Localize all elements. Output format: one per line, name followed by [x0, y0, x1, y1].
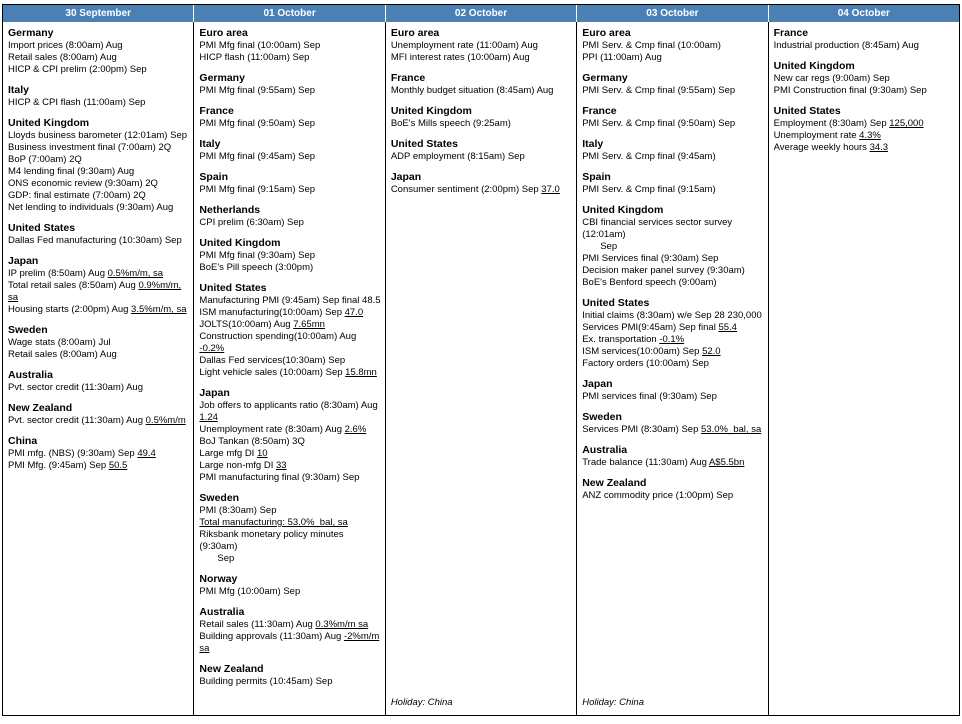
- event-value: 10: [256, 448, 268, 459]
- event-item: Consumer sentiment (2:00pm) Sep 37.0: [390, 184, 560, 195]
- day-column-0: [3, 22, 194, 715]
- event-value: 1.24: [199, 412, 218, 423]
- event-item: Manufacturing PMI (9:45am) Sep final 48.5: [199, 295, 381, 306]
- event-item: Decision maker panel survey (9:30am): [582, 265, 745, 276]
- country-heading: Italy: [199, 138, 221, 150]
- event-value: 0.3%m/m sa: [315, 619, 369, 630]
- holiday-note: Holiday: China: [582, 697, 645, 708]
- day-entries: [391, 27, 572, 697]
- event-value: 0.9%m/m, sa: [8, 280, 182, 303]
- event-item: PMI Serv. & Cmp final (9:50am) Sep: [582, 118, 736, 129]
- country-heading: China: [8, 435, 38, 447]
- event-value: 0.5%m/m: [145, 415, 186, 426]
- event-item: PMI Mfg final (10:00am) Sep: [199, 40, 321, 51]
- event-item: Import prices (8:00am) Aug: [8, 40, 123, 51]
- event-item: Building approvals (11:30am) Aug -2%m/m sa: [199, 631, 380, 654]
- event-item: PMI Serv. & Cmp final (10:00am): [582, 40, 721, 51]
- event-item: Total retail sales (8:50am) Aug 0.9%m/m, sa: [8, 280, 182, 303]
- event-item: PMI Serv. & Cmp final (9:55am) Sep: [582, 85, 736, 96]
- event-item: Net lending to individuals (9:30am) Aug: [8, 202, 174, 213]
- holiday-note: Holiday: China: [390, 697, 453, 708]
- event-value: 3.5%m/m, sa: [131, 304, 187, 315]
- country-heading: France: [390, 72, 426, 84]
- event-item: Services PMI (8:30am) Sep 53.0%_bal, sa: [582, 424, 762, 435]
- economic-calendar: [2, 4, 960, 716]
- country-heading: Euro area: [390, 27, 440, 39]
- event-value: -2%m/m sa: [199, 631, 380, 654]
- event-value: 15.8mn: [345, 367, 377, 378]
- event-item: Wage stats (8:00am) Jul: [8, 337, 111, 348]
- event-item: PMI Mfg final (9:45am) Sep: [199, 151, 316, 162]
- event-item: Monthly budget situation (8:45am) Aug: [390, 85, 554, 96]
- event-item: ISM manufacturing(10:00am) Sep 47.0: [199, 307, 364, 318]
- event-item: Factory orders (10:00am) Sep: [582, 358, 709, 369]
- event-item: ONS economic review (9:30am) 2Q: [8, 178, 158, 189]
- event-item: BoP (7:00am) 2Q: [8, 154, 82, 165]
- country-heading: Norway: [199, 573, 238, 585]
- event-value: 7.65mn: [293, 319, 325, 330]
- event-item: Light vehicle sales (10:00am) Sep 15.8mn: [199, 367, 377, 378]
- event-item: ISM services(10:00am) Sep 52.0: [582, 346, 721, 357]
- event-item: Retail sales (8:00am) Aug: [8, 52, 117, 63]
- country-heading: Euro area: [582, 27, 631, 39]
- country-heading: United States: [199, 282, 267, 294]
- country-heading: Sweden: [582, 411, 622, 423]
- country-heading: Germany: [199, 72, 245, 84]
- event-value: 2.6%: [344, 424, 367, 435]
- event-item: Unemployment rate 4.3%: [773, 130, 881, 141]
- event-value: 125,000: [889, 118, 924, 129]
- country-heading: United States: [390, 138, 458, 150]
- event-value: 4.3%: [859, 130, 881, 141]
- country-heading: United States: [8, 222, 76, 234]
- event-item: Dallas Fed services(10:30am) Sep: [199, 355, 346, 366]
- event-item: CBI financial services sector survey (12:01am): [582, 217, 733, 240]
- country-heading: Japan: [582, 378, 613, 390]
- event-item: [199, 517, 380, 529]
- event-item: Trade balance (11:30am) Aug A$5.5bn: [582, 457, 745, 468]
- country-heading: Japan: [390, 171, 422, 183]
- event-value: -0.2%: [199, 343, 225, 354]
- event-item: Lloyds business barometer (12:01am) Sep: [8, 130, 188, 141]
- country-heading: Sweden: [199, 492, 240, 504]
- calendar-header-row: [3, 5, 959, 22]
- country-heading: Australia: [199, 606, 245, 618]
- header-day-2: 02 October: [386, 5, 577, 22]
- country-heading: France: [582, 105, 617, 117]
- event-item: PMI mfg. (NBS) (9:30am) Sep 49.4: [8, 448, 156, 459]
- day-entries: [582, 27, 763, 697]
- event-item: Sep: [217, 553, 235, 564]
- event-item: ADP employment (8:15am) Sep: [390, 151, 525, 162]
- event-item: Employment (8:30am) Sep 125,000: [773, 118, 924, 129]
- event-value: -0.1%: [659, 334, 685, 345]
- event-item: Services PMI(9:45am) Sep final 55.4: [582, 322, 737, 333]
- day-entries: [199, 27, 380, 709]
- event-item: PMI Mfg. (9:45am) Sep 50.5: [8, 460, 128, 471]
- day-entries: [8, 27, 189, 709]
- country-heading: New Zealand: [582, 477, 647, 489]
- event-item: HICP & CPI prelim (2:00pm) Sep: [8, 64, 147, 75]
- event-item: Pvt. sector credit (11:30am) Aug 0.5%m/m: [8, 415, 186, 426]
- event-item: PMI Serv. & Cmp final (9:15am): [582, 184, 716, 195]
- event-item: Sep: [600, 241, 618, 252]
- event-item: PMI Mfg (10:00am) Sep: [199, 586, 301, 597]
- header-day-4: 04 October: [769, 5, 959, 22]
- event-item: PMI Mfg final (9:15am) Sep: [199, 184, 316, 195]
- country-heading: Germany: [582, 72, 628, 84]
- holiday-note: [199, 709, 380, 711]
- event-item: Large mfg DI 10: [199, 448, 268, 459]
- country-heading: Japan: [199, 387, 230, 399]
- event-item: Unemployment rate (8:30am) Aug 2.6%: [199, 424, 367, 435]
- event-item: HICP flash (11:00am) Sep: [199, 52, 310, 63]
- country-heading: United Kingdom: [773, 60, 855, 72]
- header-day-0: 30 September: [3, 5, 194, 22]
- country-heading: United Kingdom: [390, 105, 472, 117]
- country-heading: Netherlands: [199, 204, 261, 216]
- event-item: PMI Services final (9:30am) Sep: [582, 253, 719, 264]
- calendar-body-row: [3, 22, 959, 715]
- event-item: Construction spending(10:00am) Aug -0.2%: [199, 331, 357, 354]
- event-value: 34.3: [869, 142, 889, 153]
- day-entries: [774, 27, 955, 709]
- event-item: BoJ Tankan (8:50am) 3Q: [199, 436, 305, 447]
- event-item: Retail sales (11:30am) Aug 0.3%m/m sa: [199, 619, 369, 630]
- event-value: 0.5%m/m, sa: [107, 268, 164, 279]
- event-item: Riksbank monetary policy minutes (9:30am): [199, 529, 344, 552]
- event-item: Building permits (10:45am) Sep: [199, 676, 333, 687]
- day-column-1: [194, 22, 385, 715]
- day-column-3: [577, 22, 768, 715]
- country-heading: France: [199, 105, 234, 117]
- event-value: A$5.5bn: [708, 457, 745, 468]
- event-item: Ex. transportation -0.1%: [582, 334, 685, 345]
- event-value: Total manufacturing: 53.0%_bal, sa: [199, 517, 348, 528]
- country-heading: Australia: [8, 369, 53, 381]
- country-heading: Italy: [582, 138, 604, 150]
- day-column-2: [386, 22, 577, 715]
- event-value: 47.0: [344, 307, 364, 318]
- event-value: 33: [275, 460, 287, 471]
- event-item: BoE's Benford speech (9:00am): [582, 277, 717, 288]
- country-heading: New Zealand: [199, 663, 264, 675]
- event-item: HICP & CPI flash (11:00am) Sep: [8, 97, 146, 108]
- country-heading: Japan: [8, 255, 39, 267]
- event-item: MFI interest rates (10:00am) Aug: [390, 52, 530, 63]
- event-item: Unemployment rate (11:00am) Aug: [390, 40, 538, 51]
- event-item: M4 lending final (9:30am) Aug: [8, 166, 135, 177]
- event-value: 49.4: [137, 448, 156, 459]
- event-value: 53.0%_bal, sa: [701, 424, 762, 435]
- event-item: JOLTS(10:00am) Aug 7.65mn: [199, 319, 325, 330]
- event-item: PMI Serv. & Cmp final (9:45am): [582, 151, 716, 162]
- event-item: IP prelim (8:50am) Aug 0.5%m/m, sa: [8, 268, 164, 279]
- event-item: Job offers to applicants ratio (8:30am) Aug 1.24: [199, 400, 378, 423]
- event-item: Pvt. sector credit (11:30am) Aug: [8, 382, 143, 393]
- event-item: Business investment final (7:00am) 2Q: [8, 142, 172, 153]
- day-column-4: [769, 22, 959, 715]
- event-item: PMI Mfg final (9:50am) Sep: [199, 118, 316, 129]
- country-heading: United States: [582, 297, 650, 309]
- event-item: PMI (8:30am) Sep: [199, 505, 277, 516]
- event-value: 37.0: [541, 184, 560, 195]
- event-item: PPI (11:00am) Aug: [582, 52, 662, 63]
- event-item: ANZ commodity price (1:00pm) Sep: [582, 490, 734, 501]
- event-item: Initial claims (8:30am) w/e Sep 28 230,000: [582, 310, 762, 321]
- country-heading: Euro area: [199, 27, 248, 39]
- event-item: PMI services final (9:30am) Sep: [582, 391, 717, 402]
- event-item: GDP: final estimate (7:00am) 2Q: [8, 190, 146, 201]
- event-item: Dallas Fed manufacturing (10:30am) Sep: [8, 235, 182, 246]
- event-item: Large non-mfg DI 33: [199, 460, 287, 471]
- event-item: Industrial production (8:45am) Aug: [773, 40, 919, 51]
- country-heading: Sweden: [8, 324, 48, 336]
- event-item: PMI Construction final (9:30am) Sep: [773, 85, 927, 96]
- country-heading: United Kingdom: [199, 237, 281, 249]
- country-heading: United Kingdom: [582, 204, 664, 216]
- header-day-1: 01 October: [194, 5, 385, 22]
- event-item: PMI Mfg final (9:30am) Sep: [199, 250, 316, 261]
- event-value: 55.4: [718, 322, 737, 333]
- country-heading: United Kingdom: [8, 117, 90, 129]
- event-value: 52.0: [702, 346, 721, 357]
- country-heading: New Zealand: [8, 402, 73, 414]
- event-value: 50.5: [108, 460, 128, 471]
- country-heading: Australia: [582, 444, 628, 456]
- event-item: PMI Mfg final (9:55am) Sep: [199, 85, 316, 96]
- event-item: BoE's Pill speech (3:00pm): [199, 262, 314, 273]
- header-day-3: 03 October: [577, 5, 768, 22]
- event-item: New car regs (9:00am) Sep: [773, 73, 890, 84]
- event-item: Average weekly hours 34.3: [773, 142, 889, 153]
- event-item: Housing starts (2:00pm) Aug 3.5%m/m, sa: [8, 304, 187, 315]
- country-heading: France: [773, 27, 809, 39]
- country-heading: United States: [773, 105, 841, 117]
- event-item: BoE's Mills speech (9:25am): [390, 118, 511, 129]
- holiday-note: [8, 709, 189, 711]
- country-heading: Spain: [199, 171, 228, 183]
- country-heading: Germany: [8, 27, 54, 39]
- holiday-note: [774, 709, 955, 711]
- event-item: CPI prelim (6:30am) Sep: [199, 217, 304, 228]
- event-item: Retail sales (8:00am) Aug: [8, 349, 117, 360]
- country-heading: Spain: [582, 171, 611, 183]
- country-heading: Italy: [8, 84, 30, 96]
- event-item: PMI manufacturing final (9:30am) Sep: [199, 472, 360, 483]
